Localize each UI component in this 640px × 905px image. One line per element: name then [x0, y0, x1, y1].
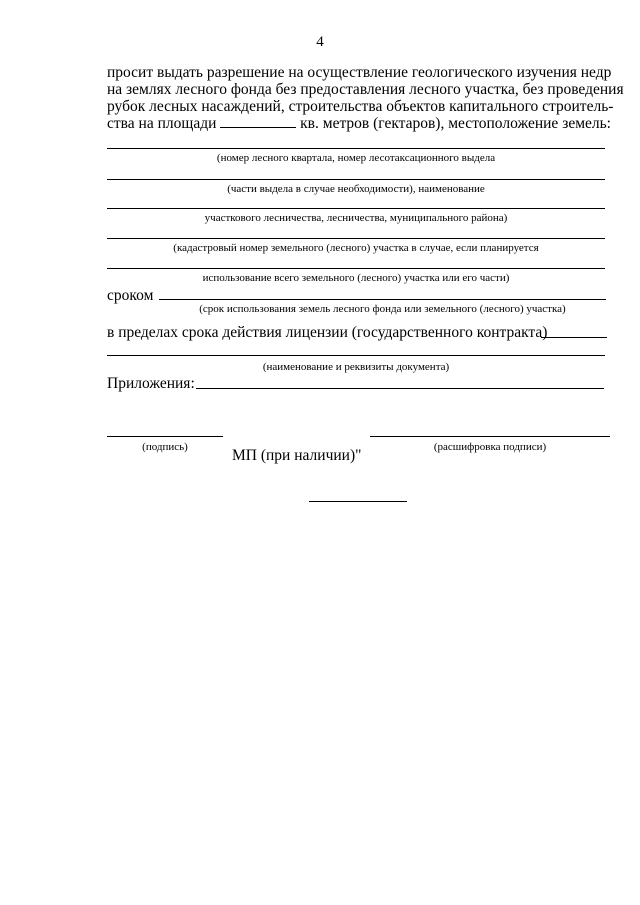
signature-line[interactable] — [107, 436, 223, 437]
signature-decoding-line[interactable] — [370, 436, 610, 437]
forest-quarter-caption: (номер лесного квартала, номер лесотаксационного выдела — [216, 152, 496, 164]
paragraph-line-2: на землях лесного фонда без предоставления лесного участка, без проведения — [107, 81, 624, 98]
term-label: сроком — [107, 287, 154, 304]
attachments-label: Приложения: — [107, 375, 195, 392]
area-units-label: кв. метров (гектаров), местоположение земель: — [300, 115, 611, 132]
end-divider — [309, 501, 407, 502]
request-paragraph — [107, 64, 624, 132]
paragraph-line-1: просит выдать разрешение на осуществление геологического изучения недр — [107, 64, 612, 81]
paragraph-line-3: рубок лесных насаждений, строительства объектов капитального строитель- — [107, 98, 614, 115]
license-period-label: в пределах срока действия лицензии (государственного контракта) — [107, 324, 548, 341]
license-period-blank[interactable] — [541, 337, 607, 338]
page-number: 4 — [316, 34, 324, 50]
attachments-line[interactable] — [196, 388, 604, 389]
location-line-2[interactable] — [107, 179, 605, 180]
area-label: ства на площади — [107, 115, 217, 132]
cadastral-caption: (кадастровый номер земельного (лесного) участка в случае, если планируется — [173, 242, 539, 254]
usage-caption: использование всего земельного (лесного) участка или его части) — [202, 272, 510, 284]
term-caption: (срок использования земель лесного фонда или земельного (лесного) участка) — [199, 303, 566, 315]
paragraph-line-4 — [107, 115, 611, 132]
forestry-caption: участкового лесничества, лесничества, муниципального района) — [204, 212, 508, 224]
area-blank[interactable] — [220, 116, 296, 128]
signature-decoding-caption: (расшифровка подписи) — [433, 441, 547, 453]
signature-caption: (подпись) — [142, 441, 188, 453]
term-line[interactable] — [159, 299, 606, 300]
document-caption: (наименование и реквизиты документа) — [262, 361, 450, 373]
plot-parts-caption: (части выдела в случае необходимости), наименование — [227, 183, 485, 195]
document-line[interactable] — [107, 355, 605, 356]
location-line-5[interactable] — [107, 268, 605, 269]
stamp-label: МП (при наличии)" — [232, 447, 362, 464]
location-line-1[interactable] — [107, 148, 605, 149]
location-line-3[interactable] — [107, 208, 605, 209]
location-line-4[interactable] — [107, 238, 605, 239]
